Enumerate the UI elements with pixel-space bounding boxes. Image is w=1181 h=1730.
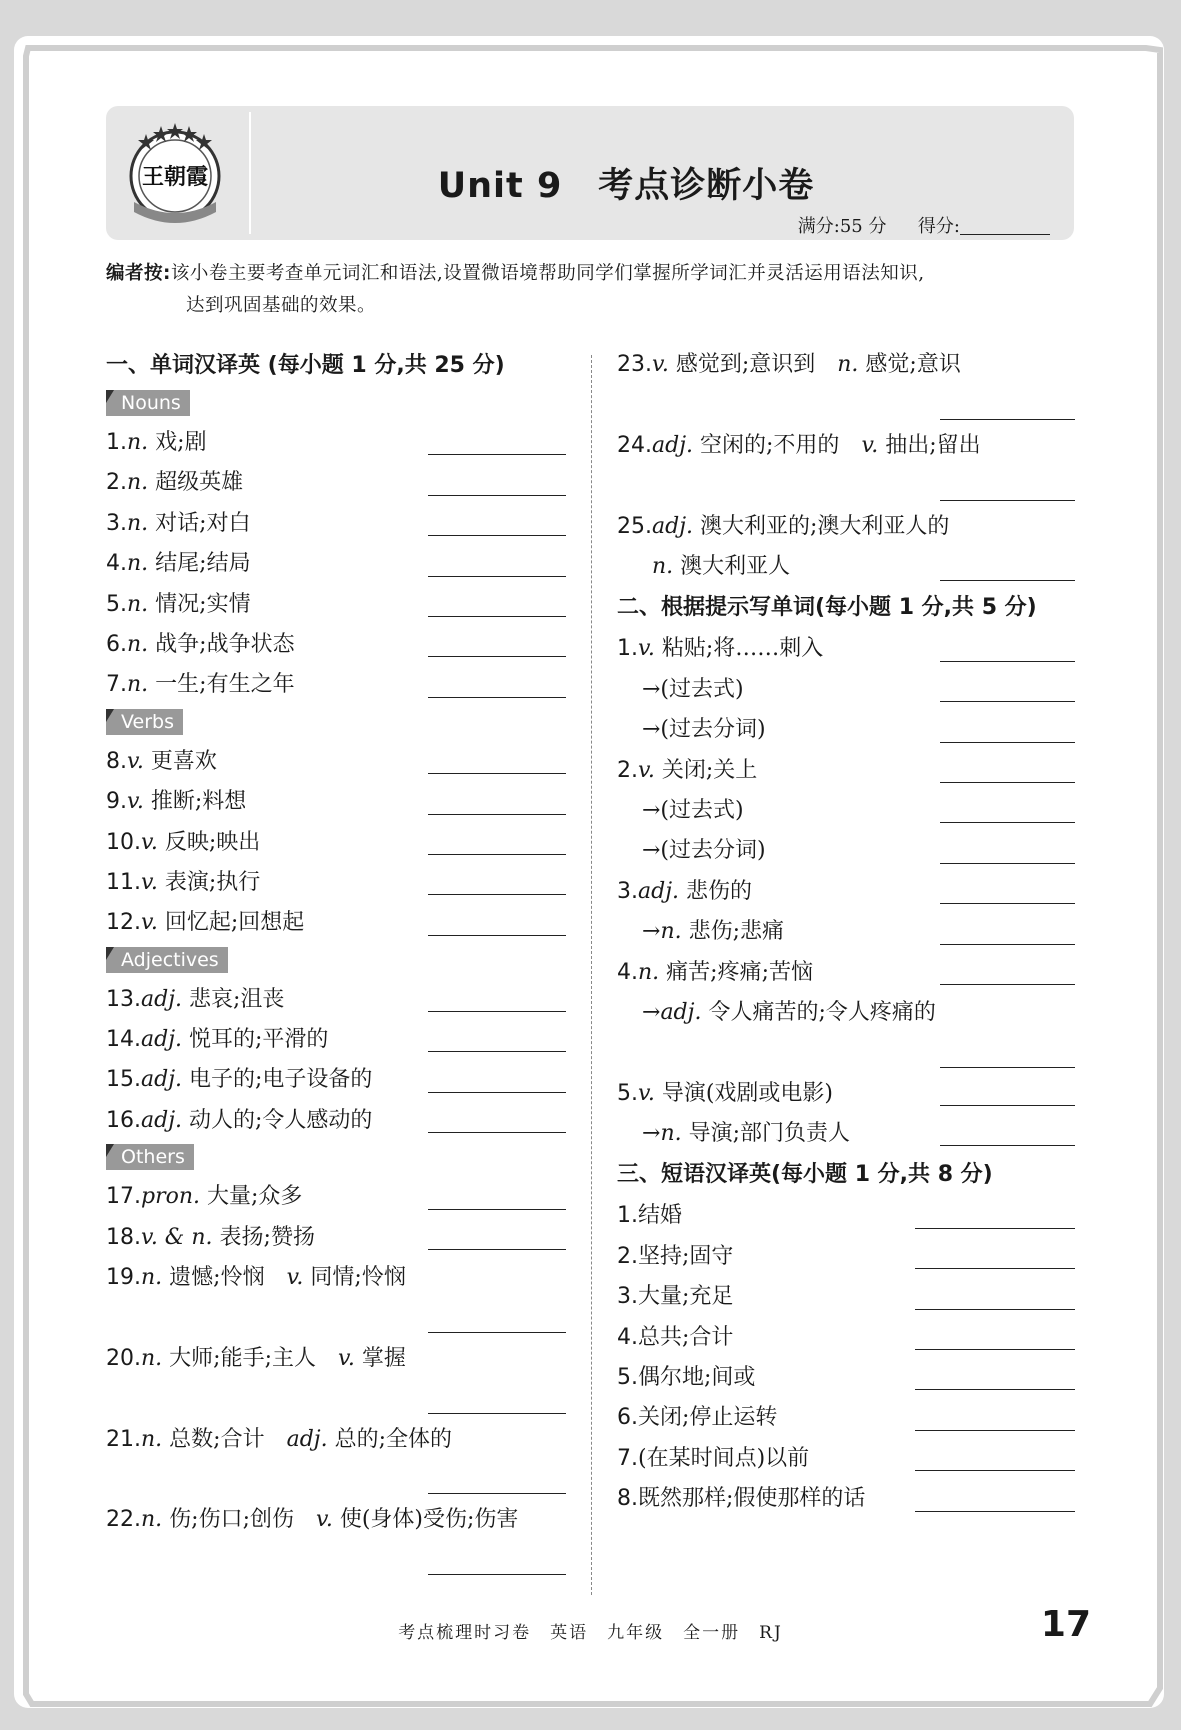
item-first-line	[106, 1500, 566, 1540]
list-item	[617, 1439, 1075, 1479]
list-item	[106, 782, 566, 822]
list-item	[617, 831, 1075, 871]
category-tag-wrap	[106, 706, 566, 742]
item-first-line	[617, 426, 1075, 466]
item-text: 坚持;固守	[638, 1243, 734, 1269]
part-of-speech: pron.	[141, 1184, 201, 1210]
item-number: 1.	[106, 430, 127, 455]
answer-blank[interactable]	[940, 782, 1075, 783]
answer-blank[interactable]	[428, 1011, 566, 1012]
answer-blank[interactable]	[940, 1105, 1075, 1106]
footer-text: 考点梳理时习卷 英语 九年级 全一册 RJ	[398, 1623, 783, 1643]
list-item	[617, 1318, 1075, 1358]
answer-blank[interactable]	[940, 822, 1075, 823]
item-number: 3.	[106, 510, 127, 536]
answer-blank[interactable]	[428, 1332, 566, 1333]
list-item	[106, 504, 566, 544]
list-item	[617, 670, 1075, 710]
part-of-speech: adj.	[652, 513, 694, 539]
item-first-line	[106, 504, 566, 544]
list-item	[617, 912, 1075, 952]
item-number: 9.	[106, 789, 127, 815]
item-number: 1.	[617, 1203, 638, 1229]
item-text: 总数;合计	[169, 1426, 287, 1452]
item-first-line	[106, 1258, 566, 1298]
part-of-speech: v.	[141, 829, 158, 855]
item-text: →(过去分词)	[642, 717, 766, 743]
answer-blank[interactable]	[915, 1511, 1075, 1512]
item-text: 偶尔地;间或	[638, 1365, 756, 1391]
item-first-line	[642, 912, 1075, 952]
list-item	[106, 585, 566, 625]
part-of-speech: n.	[127, 551, 149, 577]
item-arrow: →	[642, 919, 661, 945]
list-item	[106, 1020, 566, 1060]
part-of-speech-2: v.	[286, 1265, 304, 1291]
editor-note-line2: 达到巩固基础的效果。	[186, 295, 377, 316]
part-of-speech: n.	[127, 591, 149, 617]
item-text: 悲伤;悲痛	[688, 919, 785, 945]
list-item	[617, 953, 1075, 993]
left-column	[106, 345, 566, 1581]
item-first-line	[617, 953, 1075, 993]
logo-lettering: 王朝霞	[141, 164, 209, 190]
list-item	[106, 1420, 566, 1501]
item-text: 关闭;关上	[661, 757, 758, 783]
section-title: 三、短语汉译英(每小题 1 分,共 8 分)	[617, 1162, 993, 1188]
item-text: 表演;执行	[164, 869, 261, 895]
answer-blank[interactable]	[428, 854, 566, 855]
editor-note-line1: 该小卷主要考查单元词汇和语法,设置微语境帮助同学们掌握所学词汇并灵活运用语法知识,	[170, 263, 925, 284]
part-of-speech: v.	[141, 910, 158, 936]
answer-blank[interactable]	[428, 1092, 566, 1093]
item-text: (在某时间点)以前	[638, 1445, 810, 1471]
list-item	[617, 751, 1075, 791]
item-text: 悲伤的	[686, 878, 753, 904]
item-text-2: 总的;全体的	[334, 1426, 453, 1452]
item-first-line	[642, 670, 1075, 710]
item-first-line	[617, 629, 1075, 669]
item-text: 一生;有生之年	[155, 672, 295, 698]
item-number: 7.	[617, 1445, 638, 1471]
item-first-line	[617, 751, 1075, 791]
list-item	[106, 544, 566, 584]
editor-note	[106, 258, 1086, 322]
answer-blank[interactable]	[428, 1051, 566, 1052]
part-of-speech: v.	[127, 789, 144, 815]
list-item	[106, 665, 566, 705]
item-text: 伤;伤口;创伤	[169, 1507, 316, 1533]
item-text: 粘贴;将……刺入	[661, 636, 824, 662]
item-number: 21.	[106, 1426, 141, 1452]
list-item	[106, 1500, 566, 1581]
item-text: 大量;众多	[207, 1184, 303, 1210]
item-first-line	[617, 1196, 1075, 1236]
category-tag-wrap	[106, 944, 566, 980]
section-title: 一、单词汉译英 (每小题 1 分,共 25 分)	[106, 353, 505, 378]
page-number: 17	[1040, 1604, 1091, 1645]
part-of-speech: adj.	[638, 878, 680, 904]
part-of-speech: adj.	[660, 999, 702, 1025]
right-column	[617, 345, 1075, 1520]
list-item	[617, 1114, 1075, 1154]
answer-blank[interactable]	[428, 535, 566, 536]
part-of-speech: adj.	[652, 432, 694, 458]
answer-blank[interactable]	[940, 1067, 1075, 1068]
item-text-2: 抽出;留出	[885, 432, 981, 458]
item-number: 17.	[106, 1184, 141, 1210]
part-of-speech: v.	[638, 1080, 655, 1106]
list-item	[106, 1339, 566, 1420]
item-first-line	[617, 1479, 1075, 1519]
item-number: 16.	[106, 1107, 141, 1133]
list-item	[106, 980, 566, 1020]
item-number: 5.	[617, 1365, 638, 1391]
list-item	[617, 1398, 1075, 1438]
list-item	[617, 1074, 1075, 1114]
answer-blank[interactable]	[428, 697, 566, 698]
item-first-line	[617, 345, 1075, 385]
part-of-speech-2: n.	[837, 352, 859, 377]
part-of-speech: n.	[141, 1426, 163, 1452]
item-text: 澳大利亚的;澳大利亚人的	[700, 513, 950, 539]
item-first-line	[106, 1020, 566, 1060]
item-number: 14.	[106, 1027, 141, 1053]
item-text: 结尾;结局	[155, 551, 251, 577]
answer-blank[interactable]	[940, 701, 1075, 702]
answer-blank[interactable]	[428, 935, 566, 936]
item-number: 4.	[617, 1324, 638, 1350]
list-item	[617, 1196, 1075, 1236]
item-first-line	[106, 585, 566, 625]
item-text-2: 使(身体)受伤;伤害	[339, 1507, 519, 1533]
item-text: 电子的;电子设备的	[189, 1067, 373, 1093]
item-text: 超级英雄	[155, 470, 244, 496]
item-text: 大师;能手;主人	[169, 1345, 338, 1371]
item-number: 2.	[617, 757, 638, 783]
item-number: 5.	[617, 1080, 638, 1106]
item-text-2: 感觉;意识	[865, 352, 961, 377]
list-item	[106, 463, 566, 503]
list-item	[617, 710, 1075, 750]
category-tag: Adjectives	[106, 947, 228, 973]
header-divider	[249, 112, 251, 234]
item-first-line	[642, 1114, 1075, 1154]
item-number: 11.	[106, 869, 141, 895]
item-text: →(过去分词)	[642, 838, 766, 864]
item-first-line	[617, 1237, 1075, 1277]
answer-blank[interactable]	[940, 944, 1075, 945]
item-number: 23.	[617, 352, 652, 377]
category-tag: Others	[106, 1144, 194, 1170]
item-text: 感觉到;意识到	[675, 352, 838, 377]
item-number: 20.	[106, 1345, 141, 1371]
item-text: 推断;料想	[150, 789, 247, 815]
answer-blank[interactable]	[428, 616, 566, 617]
part-of-speech: n.	[127, 470, 149, 496]
item-number: 8.	[106, 748, 127, 774]
item-text: 关闭;停止运转	[638, 1405, 778, 1431]
list-item	[106, 823, 566, 863]
item-first-line	[106, 665, 566, 705]
item-first-line	[642, 710, 1075, 750]
item-first-line	[617, 1074, 1075, 1114]
item-number: 8.	[617, 1486, 638, 1512]
answer-blank[interactable]	[428, 1413, 566, 1414]
list-item	[106, 903, 566, 943]
item-text-2: 澳大利亚人	[680, 553, 791, 579]
list-item	[617, 629, 1075, 669]
item-first-line	[106, 823, 566, 863]
list-item	[617, 345, 1075, 426]
item-first-line	[642, 993, 1075, 1033]
list-item	[617, 1237, 1075, 1277]
item-number: 12.	[106, 910, 141, 936]
item-text: 反映;映出	[164, 829, 261, 855]
part-of-speech: n.	[127, 430, 149, 455]
answer-blank[interactable]	[428, 1493, 566, 1494]
list-item	[106, 1218, 566, 1258]
item-number: 6.	[617, 1405, 638, 1431]
list-item	[106, 1060, 566, 1100]
item-number: 1.	[617, 636, 638, 662]
part-of-speech: v. & n.	[141, 1224, 213, 1250]
answer-blank[interactable]	[915, 1268, 1075, 1269]
item-number: 13.	[106, 986, 141, 1012]
item-number: 5.	[106, 591, 127, 617]
item-first-line	[106, 1218, 566, 1258]
answer-blank[interactable]	[915, 1349, 1075, 1350]
item-text: →(过去式)	[642, 676, 744, 702]
item-first-line	[642, 831, 1075, 871]
answer-blank[interactable]	[428, 1249, 566, 1250]
answer-blank[interactable]	[428, 454, 566, 455]
part-of-speech: v.	[638, 757, 655, 783]
item-text: 表扬;赞扬	[219, 1224, 315, 1250]
item-first-line	[106, 782, 566, 822]
answer-blank[interactable]	[428, 1209, 566, 1210]
item-first-line	[617, 1398, 1075, 1438]
list-item	[617, 507, 1075, 588]
part-of-speech: n.	[660, 919, 682, 945]
answer-blank[interactable]	[940, 1145, 1075, 1146]
item-first-line	[106, 463, 566, 503]
item-text: 既然那样;假使那样的话	[638, 1486, 866, 1512]
part-of-speech-2: v.	[316, 1507, 333, 1533]
answer-blank[interactable]	[940, 742, 1075, 743]
column-divider	[591, 355, 592, 1595]
answer-blank[interactable]	[428, 894, 566, 895]
item-number: 24.	[617, 432, 652, 458]
part-of-speech: n.	[141, 1265, 163, 1291]
answer-blank[interactable]	[428, 1132, 566, 1133]
answer-blank[interactable]	[940, 661, 1075, 662]
list-item	[106, 1258, 566, 1339]
answer-blank[interactable]	[940, 863, 1075, 864]
item-text: 导演(戏剧或电影)	[661, 1080, 833, 1106]
item-number: 6.	[106, 631, 127, 657]
item-text: 大量;充足	[638, 1284, 734, 1310]
item-number: 4.	[617, 959, 638, 985]
item-text: 动人的;令人感动的	[189, 1107, 373, 1133]
item-text: 令人痛苦的;令人疼痛的	[708, 999, 936, 1025]
score-blank[interactable]	[960, 234, 1050, 235]
item-text: 导演;部门负责人	[688, 1121, 851, 1147]
item-first-line	[106, 423, 566, 463]
item-first-line	[617, 1439, 1075, 1479]
section-title: 二、根据提示写单词(每小题 1 分,共 5 分)	[617, 595, 1037, 621]
item-text: 回忆起;回想起	[164, 910, 305, 936]
list-item	[617, 1479, 1075, 1519]
item-first-line	[617, 872, 1075, 912]
editor-note-label: 编者按:	[106, 263, 171, 284]
answer-blank[interactable]	[915, 1470, 1075, 1471]
item-first-line	[106, 863, 566, 903]
answer-blank[interactable]	[915, 1389, 1075, 1390]
full-score: 满分:55 分	[797, 216, 887, 237]
item-text: 对话;对白	[155, 510, 251, 536]
answer-blank[interactable]	[940, 580, 1075, 581]
answer-blank[interactable]	[915, 1228, 1075, 1229]
list-item	[106, 625, 566, 665]
item-first-line	[106, 625, 566, 665]
item-arrow: →	[642, 999, 661, 1025]
part-of-speech: n.	[638, 959, 660, 985]
item-number: 4.	[106, 551, 127, 577]
item-number: 3.	[617, 1284, 638, 1310]
item-first-line	[642, 791, 1075, 831]
category-tag-wrap	[106, 1141, 566, 1177]
part-of-speech: v.	[638, 636, 655, 662]
list-item	[106, 863, 566, 903]
item-text: 痛苦;疼痛;苦恼	[666, 959, 813, 985]
list-item	[617, 1358, 1075, 1398]
item-text-2: 掌握	[361, 1345, 406, 1371]
answer-blank[interactable]	[428, 814, 566, 815]
item-first-line	[106, 1177, 566, 1217]
item-text: 空闲的;不用的	[700, 432, 862, 458]
item-first-line	[106, 1060, 566, 1100]
part-of-speech: n.	[660, 1121, 682, 1147]
score-label: 得分:	[917, 216, 960, 237]
item-text: 情况;实情	[155, 591, 251, 617]
part-of-speech: adj.	[141, 1027, 183, 1053]
answer-blank[interactable]	[940, 500, 1075, 501]
item-text: 结婚	[638, 1203, 683, 1229]
part-of-speech: v.	[141, 869, 158, 895]
answer-blank[interactable]	[428, 656, 566, 657]
publisher-logo	[116, 114, 234, 232]
item-number: 22.	[106, 1507, 141, 1533]
item-arrow: →	[642, 1121, 661, 1147]
answer-blank[interactable]	[428, 495, 566, 496]
part-of-speech-2: adj.	[286, 1426, 328, 1452]
item-first-line	[106, 544, 566, 584]
item-text: →(过去式)	[642, 797, 744, 823]
item-text: 戏;剧	[155, 430, 207, 455]
item-first-line	[106, 1339, 566, 1379]
item-text: 悲哀;沮丧	[189, 986, 285, 1012]
answer-blank[interactable]	[428, 576, 566, 577]
header-banner	[106, 106, 1074, 240]
list-item	[617, 791, 1075, 831]
answer-blank[interactable]	[428, 773, 566, 774]
part-of-speech: n.	[127, 631, 149, 657]
category-tag-wrap	[106, 387, 566, 423]
list-item	[617, 993, 1075, 1074]
category-tag: Nouns	[106, 390, 190, 416]
list-item	[617, 1277, 1075, 1317]
item-first-line	[106, 903, 566, 943]
item-text-2: 同情;怜悯	[310, 1265, 406, 1291]
part-of-speech: adj.	[141, 1107, 183, 1133]
item-text: 战争;战争状态	[155, 631, 295, 657]
list-item	[106, 1177, 566, 1217]
item-first-line	[106, 742, 566, 782]
item-first-line	[106, 1420, 566, 1460]
part-of-speech-2: v.	[338, 1345, 355, 1371]
item-first-line	[617, 1358, 1075, 1398]
list-item	[106, 742, 566, 782]
part-of-speech: n.	[127, 510, 149, 536]
page-title: Unit 9 考点诊断小卷	[437, 166, 815, 206]
item-text: 悦耳的;平滑的	[189, 1027, 329, 1053]
answer-blank[interactable]	[915, 1309, 1075, 1310]
item-text: 更喜欢	[150, 748, 217, 774]
item-number: 15.	[106, 1067, 141, 1093]
answer-blank[interactable]	[940, 903, 1075, 904]
item-text: 总共;合计	[638, 1324, 734, 1350]
category-tag: Verbs	[106, 709, 183, 735]
answer-blank[interactable]	[428, 1574, 566, 1575]
item-number: 25.	[617, 513, 652, 539]
item-text: 遗憾;怜悯	[169, 1265, 287, 1291]
list-item	[106, 423, 566, 463]
item-first-line	[617, 1318, 1075, 1358]
part-of-speech: adj.	[141, 986, 183, 1012]
item-number: 10.	[106, 829, 141, 855]
list-item	[617, 426, 1075, 507]
item-number: 2.	[106, 470, 127, 496]
answer-blank[interactable]	[915, 1430, 1075, 1431]
item-number: 3.	[617, 878, 638, 904]
item-number: 18.	[106, 1224, 141, 1250]
item-number: 19.	[106, 1265, 141, 1291]
list-item	[106, 1101, 566, 1141]
item-first-line	[106, 1101, 566, 1141]
list-item	[617, 872, 1075, 912]
part-of-speech: v.	[127, 748, 144, 774]
answer-blank[interactable]	[940, 984, 1075, 985]
part-of-speech: v.	[652, 352, 669, 377]
score-line	[798, 212, 1050, 238]
part-of-speech-2: n.	[652, 553, 674, 579]
part-of-speech: n.	[141, 1507, 163, 1533]
item-first-line	[617, 1277, 1075, 1317]
part-of-speech: n.	[141, 1345, 163, 1371]
item-first-line	[617, 507, 1075, 547]
part-of-speech-2: v.	[861, 432, 879, 458]
part-of-speech: n.	[127, 672, 149, 698]
answer-blank[interactable]	[940, 419, 1075, 420]
item-first-line	[106, 980, 566, 1020]
part-of-speech: adj.	[141, 1067, 183, 1093]
item-number: 2.	[617, 1243, 638, 1269]
item-number: 7.	[106, 672, 127, 698]
